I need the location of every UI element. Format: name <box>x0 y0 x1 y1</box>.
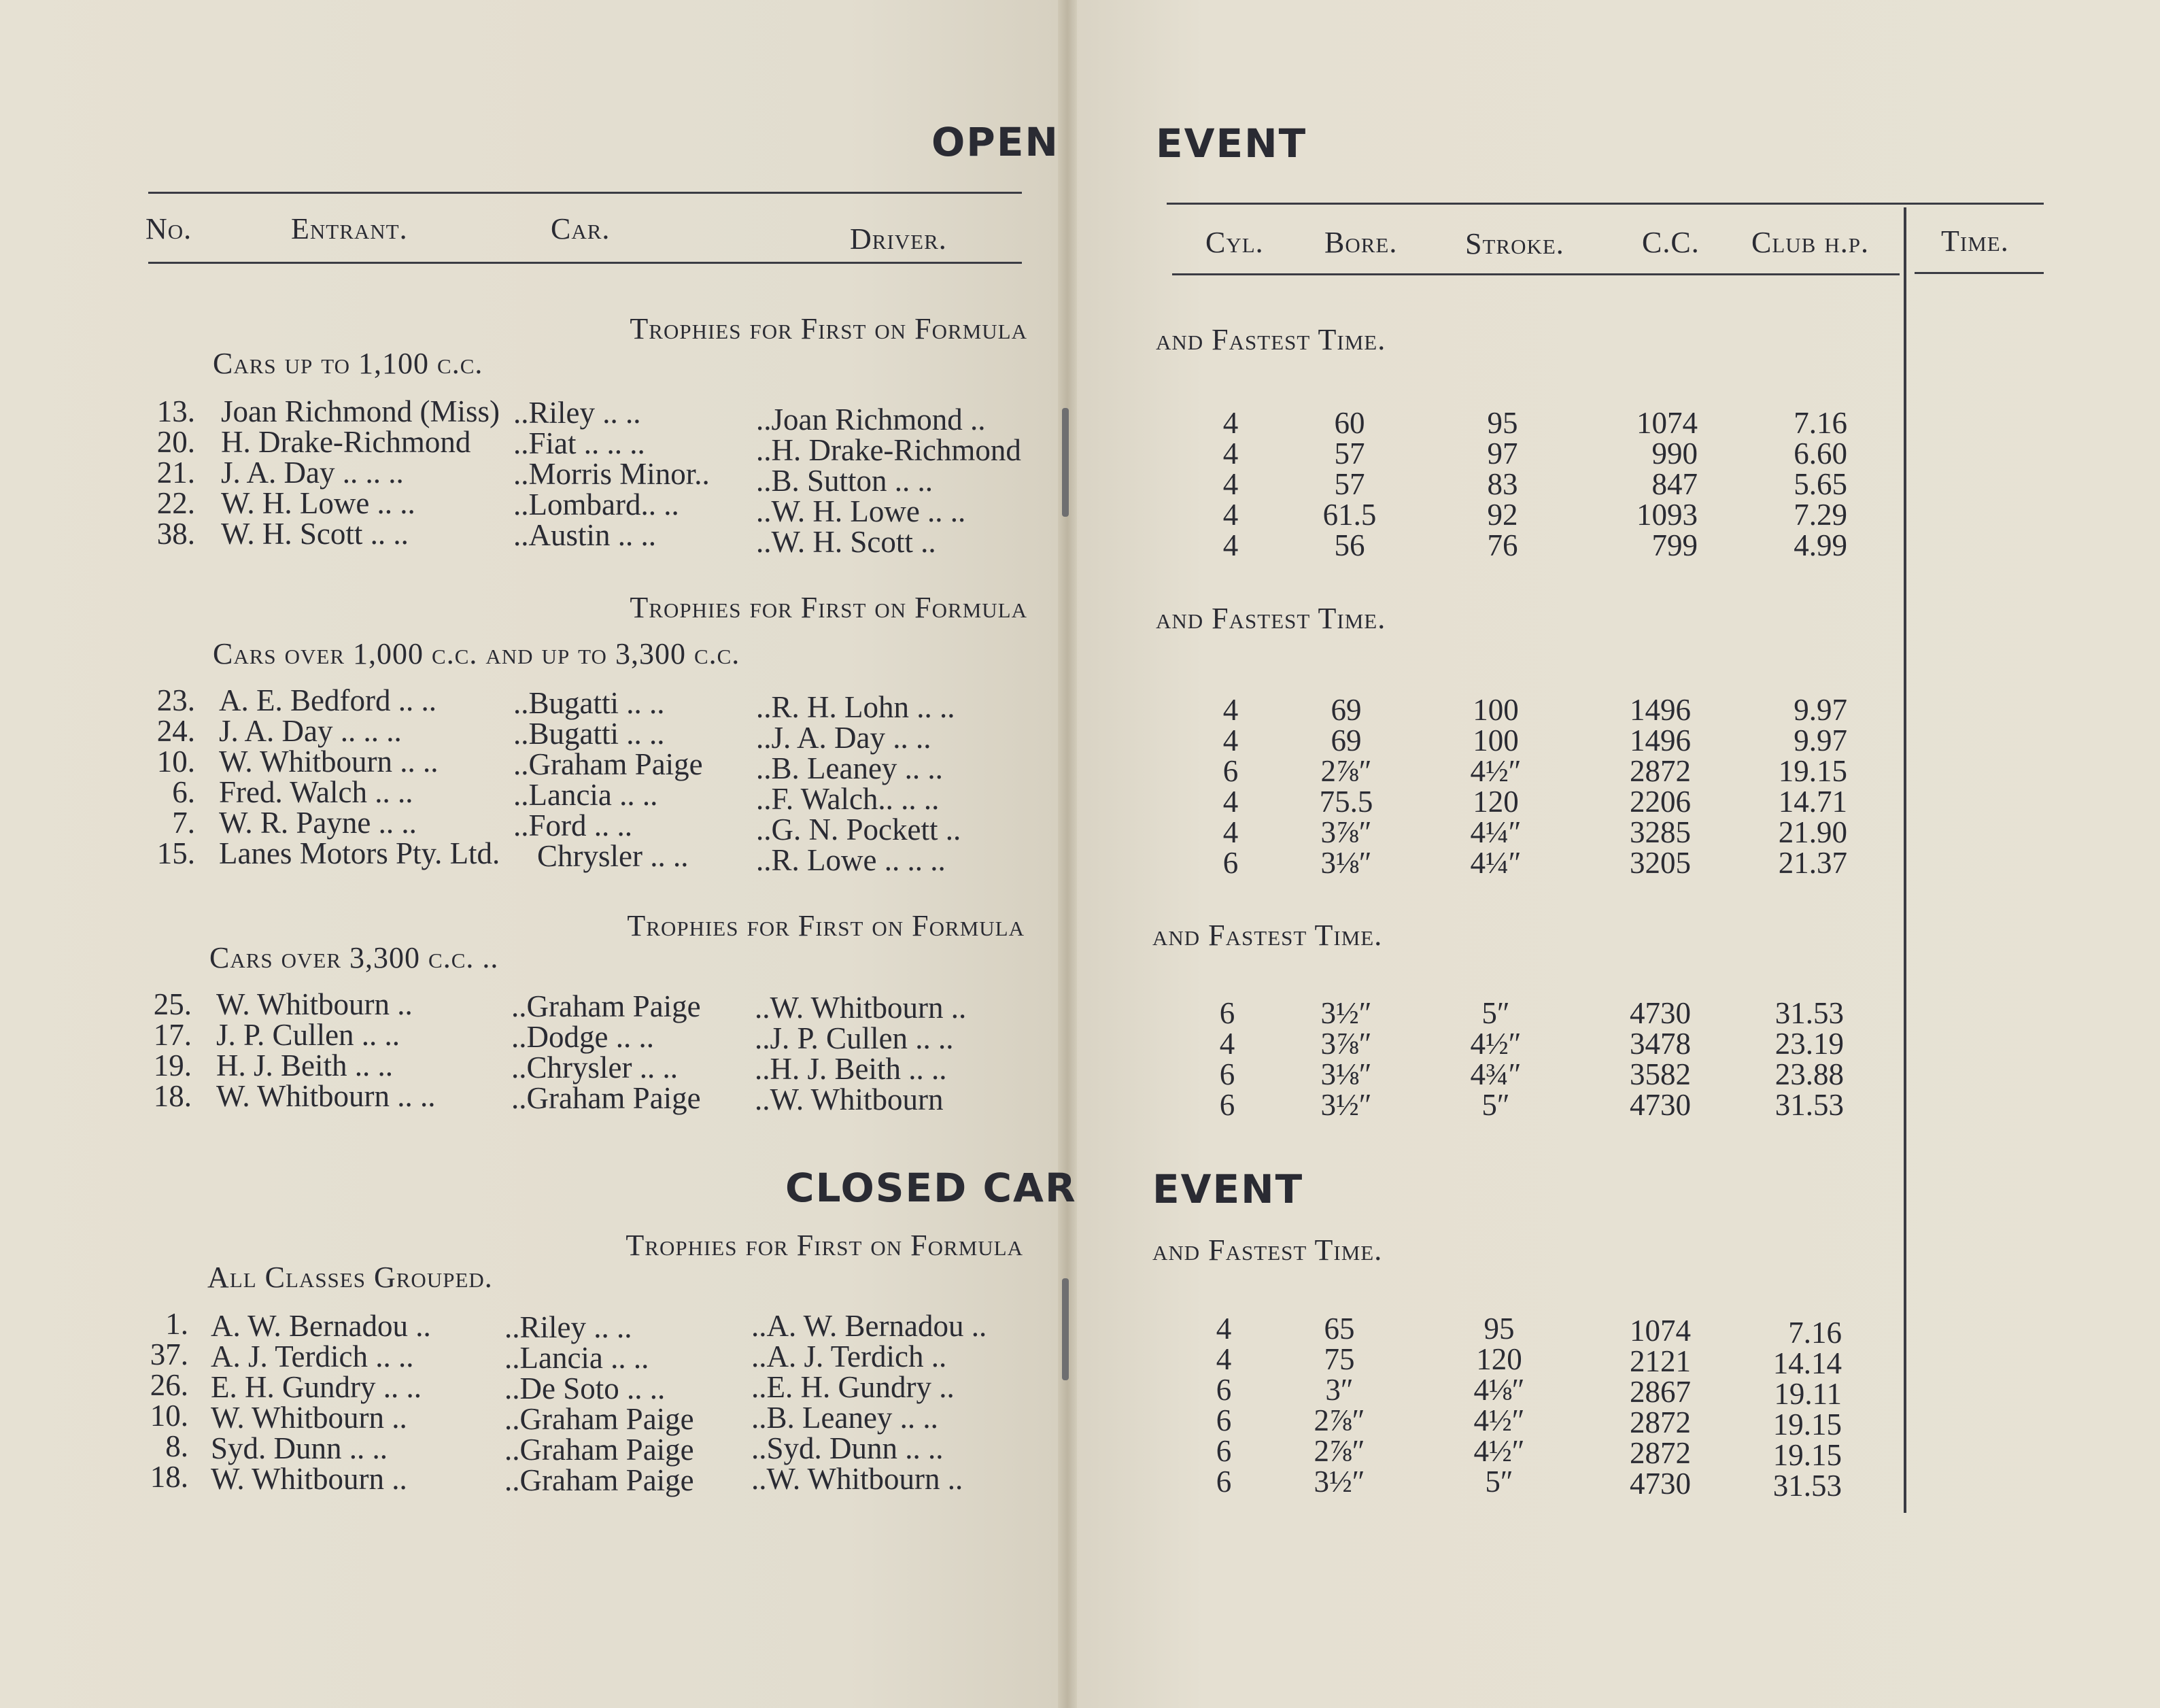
row-cc: 4730 <box>1630 1467 1691 1501</box>
row-car: ..Lancia .. .. <box>513 778 658 812</box>
row-entrant: J. A. Day .. .. .. <box>221 456 404 490</box>
row-driver: ..Syd. Dunn .. .. <box>751 1431 944 1465</box>
row-entrant: W. H. Scott .. .. <box>221 517 409 551</box>
row-entrant: A. W. Bernadou .. <box>211 1309 431 1343</box>
row-stroke: 83 <box>1487 467 1518 501</box>
row-cyl: 6 <box>1216 1434 1232 1468</box>
row-stroke: 5″ <box>1481 1088 1510 1122</box>
row-no: 23. <box>156 683 195 717</box>
row-cyl: 4 <box>1222 467 1239 501</box>
staple-top <box>1062 408 1069 517</box>
row-entrant: J. A. Day .. .. .. <box>219 714 402 748</box>
row-hp: 5.65 <box>1794 467 1847 501</box>
row-no: 18. <box>153 1079 192 1113</box>
row-stroke: 95 <box>1484 1312 1515 1346</box>
row-entrant: W. R. Payne .. .. <box>219 806 417 840</box>
row-bore: 3½″ <box>1320 1088 1372 1122</box>
row-stroke: 100 <box>1473 723 1519 757</box>
section-2-trophies: Trophies for First on Formula <box>630 591 1027 624</box>
spine-gutter <box>1058 0 1077 1708</box>
row-stroke: 4½″ <box>1473 1403 1525 1437</box>
row-bore: 69 <box>1331 723 1362 757</box>
row-hp: 21.37 <box>1778 846 1847 880</box>
row-bore: 2⅞″ <box>1314 1403 1365 1437</box>
row-cc: 2206 <box>1630 785 1691 819</box>
row-bore: 65 <box>1324 1312 1355 1346</box>
row-no: 18. <box>150 1460 188 1494</box>
col-cc: C.C. <box>1642 226 1700 259</box>
row-cyl: 6 <box>1219 1057 1235 1091</box>
row-stroke: 4⅛″ <box>1473 1373 1525 1407</box>
row-bore: 3⅛″ <box>1320 1057 1372 1091</box>
row-driver: ..R. H. Lohn .. .. <box>756 690 955 724</box>
header-rule-top-right <box>1167 203 2044 205</box>
row-car: ..Riley .. .. <box>513 396 641 430</box>
row-hp: 23.88 <box>1775 1057 1844 1091</box>
row-hp: 4.99 <box>1794 528 1847 562</box>
section-2-class: Cars over 1,000 c.c. and up to 3,300 c.c. <box>213 637 740 670</box>
row-stroke: 4¼″ <box>1470 846 1522 880</box>
row-stroke: 4¾″ <box>1470 1057 1522 1091</box>
row-hp: 9.97 <box>1794 693 1847 727</box>
row-entrant: W. Whitbourn .. <box>211 1462 407 1496</box>
row-car: Chrysler .. .. <box>537 839 689 873</box>
row-hp: 19.11 <box>1774 1377 1842 1411</box>
row-hp: 23.19 <box>1775 1027 1844 1061</box>
row-car: ..Bugatti .. .. <box>513 717 665 751</box>
row-hp: 14.14 <box>1772 1346 1842 1380</box>
row-hp: 6.60 <box>1794 437 1847 471</box>
row-no: 7. <box>172 806 195 840</box>
row-entrant: J. P. Cullen .. .. <box>216 1018 400 1052</box>
row-driver: ..A. W. Bernadou .. <box>751 1309 987 1343</box>
row-car: ..Graham Paige <box>511 1081 701 1115</box>
section-3-class: Cars over 3,300 c.c. .. <box>209 941 499 974</box>
col-club-hp: Club h.p. <box>1751 226 1869 259</box>
row-cyl: 4 <box>1222 437 1239 471</box>
row-cc: 1093 <box>1636 498 1698 532</box>
row-stroke: 97 <box>1487 437 1518 471</box>
header-rule-bottom-right <box>1172 273 1900 275</box>
row-car: ..Graham Paige <box>513 747 703 781</box>
row-stroke: 4½″ <box>1470 754 1522 788</box>
row-stroke: 4¼″ <box>1470 815 1522 849</box>
row-cyl: 6 <box>1219 996 1235 1030</box>
open-title-right: EVENT <box>1156 120 1307 167</box>
row-bore: 60 <box>1334 406 1365 440</box>
col-entrant: Entrant. <box>291 212 408 245</box>
section-3-trophies-cont: and Fastest Time. <box>1152 919 1383 952</box>
closed-title-right: EVENT <box>1152 1166 1304 1212</box>
row-cc: 3478 <box>1630 1027 1691 1061</box>
section-3-trophies: Trophies for First on Formula <box>627 909 1025 942</box>
row-cc: 2872 <box>1630 1436 1691 1470</box>
row-hp: 21.90 <box>1778 815 1847 849</box>
row-cyl: 4 <box>1222 693 1239 727</box>
row-stroke: 5″ <box>1485 1465 1513 1499</box>
header-rule-bottom-left <box>148 262 1022 264</box>
row-cc: 4730 <box>1630 996 1691 1030</box>
row-driver: ..G. N. Pockett .. <box>756 813 961 847</box>
row-car: ..Graham Paige <box>504 1463 694 1497</box>
row-stroke: 5″ <box>1481 996 1510 1030</box>
row-stroke: 120 <box>1476 1342 1522 1376</box>
row-no: 10. <box>150 1399 188 1433</box>
row-cyl: 6 <box>1222 846 1239 880</box>
row-cc: 1496 <box>1630 693 1691 727</box>
row-cc: 2121 <box>1630 1344 1691 1378</box>
row-cc: 990 <box>1651 437 1698 471</box>
row-bore: 56 <box>1334 528 1365 562</box>
row-bore: 3⅞″ <box>1320 815 1372 849</box>
row-hp: 14.71 <box>1778 785 1847 819</box>
row-bore: 75.5 <box>1319 785 1373 819</box>
row-stroke: 100 <box>1473 693 1519 727</box>
row-car: ..Riley .. .. <box>504 1310 632 1344</box>
closed-trophies: Trophies for First on Formula <box>625 1229 1023 1262</box>
row-driver: ..W. H. Scott .. <box>756 525 936 559</box>
closed-trophies-cont: and Fastest Time. <box>1152 1233 1383 1267</box>
row-entrant: Syd. Dunn .. .. <box>211 1431 388 1465</box>
row-cyl: 4 <box>1222 815 1239 849</box>
row-driver: ..B. Leaney .. .. <box>756 751 943 785</box>
row-cc: 847 <box>1651 467 1698 501</box>
row-entrant: H. J. Beith .. .. <box>216 1048 394 1082</box>
row-no: 38. <box>156 517 195 551</box>
row-entrant: W. Whitbourn .. .. <box>216 1079 436 1113</box>
row-driver: ..B. Leaney .. .. <box>751 1401 938 1435</box>
row-driver: ..W. H. Lowe .. .. <box>756 494 966 528</box>
row-car: ..Lancia .. .. <box>504 1341 649 1375</box>
row-bore: 57 <box>1334 467 1365 501</box>
row-bore: 3⅞″ <box>1320 1027 1372 1061</box>
section-2-trophies-cont: and Fastest Time. <box>1156 602 1386 635</box>
row-cyl: 4 <box>1222 528 1239 562</box>
row-cc: 3285 <box>1630 815 1691 849</box>
row-hp: 19.15 <box>1778 754 1847 788</box>
row-no: 10. <box>156 745 195 779</box>
section-1-trophies-cont: and Fastest Time. <box>1156 323 1386 356</box>
row-stroke: 95 <box>1487 406 1518 440</box>
row-car: ..Chrysler .. .. <box>511 1051 678 1084</box>
col-no: No. <box>145 212 192 245</box>
row-entrant: W. Whitbourn .. <box>211 1401 407 1435</box>
row-car: ..Graham Paige <box>504 1433 694 1467</box>
row-no: 19. <box>153 1048 192 1082</box>
row-driver: ..J. A. Day .. .. <box>756 721 931 755</box>
row-driver: ..H. Drake-Richmond <box>756 433 1021 467</box>
row-no: 24. <box>156 714 195 748</box>
row-cc: 1496 <box>1630 723 1691 757</box>
row-hp: 31.53 <box>1772 1469 1842 1503</box>
col-cyl: Cyl. <box>1205 226 1264 259</box>
col-car: Car. <box>551 212 611 245</box>
section-1-trophies: Trophies for First on Formula <box>630 312 1027 345</box>
row-cc: 3205 <box>1630 846 1691 880</box>
row-entrant: W. H. Lowe .. .. <box>221 486 415 520</box>
row-car: ..Fiat .. .. .. <box>513 426 645 460</box>
row-entrant: Lanes Motors Pty. Ltd. <box>219 836 500 870</box>
open-title-left: OPEN <box>931 119 1059 165</box>
row-cc: 2872 <box>1630 754 1691 788</box>
row-no: 21. <box>156 456 195 490</box>
closed-title-left: CLOSED CAR <box>785 1165 1077 1211</box>
row-stroke: 4½″ <box>1473 1434 1525 1468</box>
row-entrant: E. H. Gundry .. .. <box>211 1370 422 1404</box>
row-no: 20. <box>156 425 195 459</box>
row-hp: 9.97 <box>1794 723 1847 757</box>
row-bore: 75 <box>1324 1342 1355 1376</box>
row-driver: ..E. H. Gundry .. <box>751 1370 955 1404</box>
row-cc: 2872 <box>1630 1405 1691 1439</box>
row-no: 15. <box>156 836 195 870</box>
row-driver: ..W. Whitbourn <box>755 1082 944 1116</box>
col-stroke: Stroke. <box>1465 227 1564 260</box>
row-bore: 57 <box>1334 437 1365 471</box>
row-cyl: 4 <box>1222 498 1239 532</box>
row-cc: 4730 <box>1630 1088 1691 1122</box>
row-entrant: W. Whitbourn .. .. <box>219 745 439 779</box>
row-cyl: 6 <box>1216 1373 1232 1407</box>
row-car: ..Lombard.. .. <box>513 488 679 522</box>
row-stroke: 76 <box>1487 528 1518 562</box>
row-stroke: 92 <box>1487 498 1518 532</box>
row-hp: 7.16 <box>1794 406 1847 440</box>
row-car: ..Austin .. .. <box>513 518 657 552</box>
row-hp: 7.29 <box>1794 498 1847 532</box>
row-no: 26. <box>150 1368 188 1402</box>
closed-class: All Classes Grouped. <box>207 1261 493 1294</box>
row-driver: ..W. Whitbourn .. <box>755 991 967 1025</box>
row-cc: 1074 <box>1636 406 1698 440</box>
row-cc: 3582 <box>1630 1057 1691 1091</box>
row-entrant: Fred. Walch .. .. <box>219 775 413 809</box>
row-cyl: 6 <box>1219 1088 1235 1122</box>
row-cc: 1074 <box>1630 1314 1691 1348</box>
row-car: ..Graham Paige <box>511 989 701 1023</box>
row-driver: ..B. Sutton .. .. <box>756 464 933 498</box>
row-car: ..Bugatti .. .. <box>513 686 665 720</box>
row-bore: 3½″ <box>1320 996 1372 1030</box>
row-cc: 2867 <box>1630 1375 1691 1409</box>
staple-bottom <box>1062 1278 1069 1380</box>
row-bore: 3″ <box>1325 1373 1354 1407</box>
row-bore: 69 <box>1331 693 1362 727</box>
row-driver: ..W. Whitbourn .. <box>751 1462 963 1496</box>
row-cyl: 6 <box>1216 1403 1232 1437</box>
row-stroke: 4½″ <box>1470 1027 1522 1061</box>
time-column-divider <box>1904 207 1906 1513</box>
row-entrant: A. E. Bedford .. .. <box>219 683 436 717</box>
row-hp: 19.15 <box>1772 1407 1842 1441</box>
row-entrant: W. Whitbourn .. <box>216 987 413 1021</box>
row-stroke: 120 <box>1473 785 1519 819</box>
row-cyl: 4 <box>1219 1027 1235 1061</box>
row-driver: ..F. Walch.. .. .. <box>756 782 940 816</box>
row-driver: ..H. J. Beith .. .. <box>755 1052 947 1086</box>
row-cyl: 6 <box>1222 754 1239 788</box>
row-bore: 2⅞″ <box>1320 754 1372 788</box>
row-no: 13. <box>156 394 195 428</box>
row-no: 17. <box>153 1018 192 1052</box>
row-driver: ..Joan Richmond .. <box>756 403 986 437</box>
row-car: ..Ford .. .. <box>513 808 633 842</box>
col-time: Time. <box>1941 224 2009 258</box>
row-driver: ..J. P. Cullen .. .. <box>755 1021 954 1055</box>
row-entrant: Joan Richmond (Miss) <box>221 394 500 428</box>
row-cc: 799 <box>1651 528 1698 562</box>
row-cyl: 4 <box>1222 723 1239 757</box>
row-hp: 31.53 <box>1775 996 1844 1030</box>
header-rule-top-left <box>148 192 1022 194</box>
row-entrant: H. Drake-Richmond <box>221 425 471 459</box>
section-1-class: Cars up to 1,100 c.c. <box>213 347 483 380</box>
row-no: 37. <box>150 1337 188 1371</box>
row-hp: 19.15 <box>1772 1438 1842 1472</box>
row-bore: 61.5 <box>1322 498 1377 532</box>
row-cyl: 4 <box>1222 785 1239 819</box>
row-no: 25. <box>153 987 192 1021</box>
row-bore: 3½″ <box>1314 1465 1365 1499</box>
row-no: 1. <box>165 1307 188 1341</box>
col-driver: Driver. <box>850 222 947 256</box>
row-car: ..Graham Paige <box>504 1402 694 1436</box>
row-driver: ..A. J. Terdich .. <box>751 1339 947 1373</box>
row-cyl: 4 <box>1216 1342 1232 1376</box>
row-bore: 2⅞″ <box>1314 1434 1365 1468</box>
row-entrant: A. J. Terdich .. .. <box>211 1339 414 1373</box>
row-car: ..Dodge .. .. <box>511 1020 654 1054</box>
row-bore: 3⅛″ <box>1320 846 1372 880</box>
row-cyl: 6 <box>1216 1465 1232 1499</box>
row-hp: 7.16 <box>1788 1316 1842 1350</box>
row-car: ..De Soto .. .. <box>504 1371 666 1405</box>
header-rule-time <box>1915 272 2044 274</box>
row-hp: 31.53 <box>1775 1088 1844 1122</box>
row-no: 8. <box>165 1429 188 1463</box>
row-driver: ..R. Lowe .. .. .. <box>756 843 946 877</box>
row-no: 22. <box>156 486 195 520</box>
col-bore: Bore. <box>1324 226 1398 259</box>
row-cyl: 4 <box>1222 406 1239 440</box>
row-no: 6. <box>172 775 195 809</box>
row-car: ..Morris Minor.. <box>513 457 710 491</box>
row-cyl: 4 <box>1216 1312 1232 1346</box>
